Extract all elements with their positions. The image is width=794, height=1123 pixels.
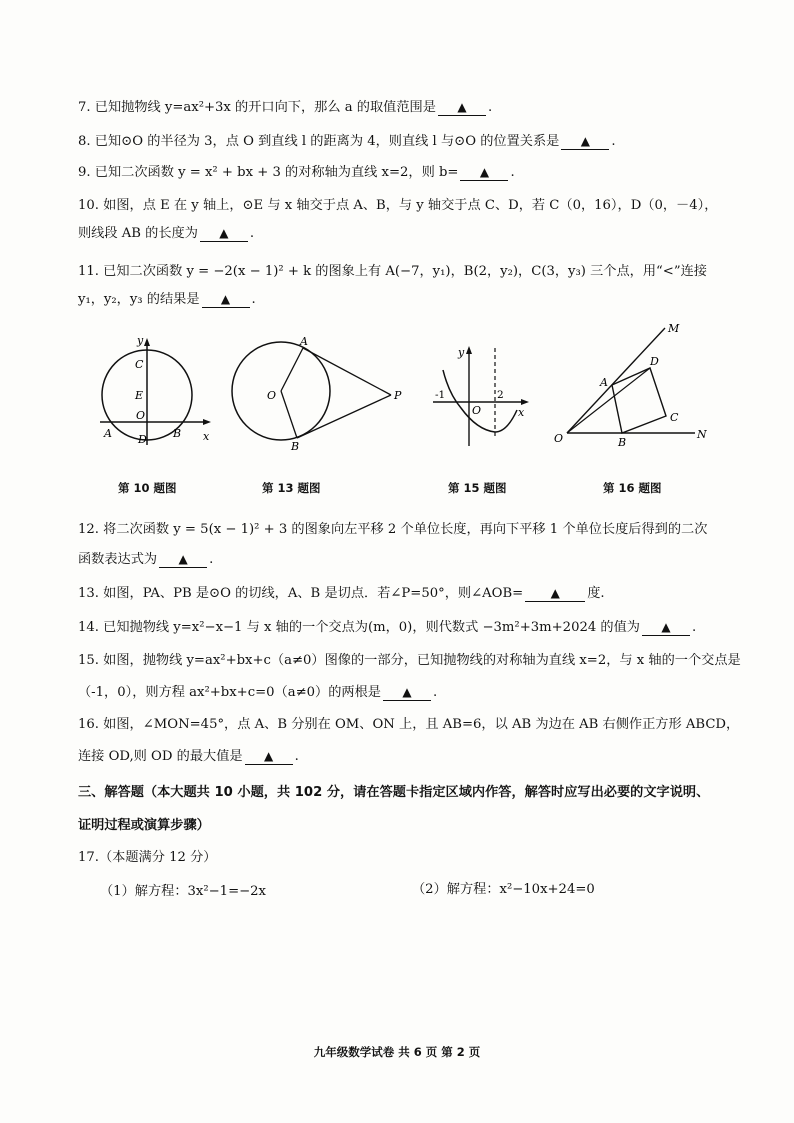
figure-15 <box>425 342 535 450</box>
label-minus-one: -1 <box>435 389 446 401</box>
answer-blank: ▲ <box>245 749 293 765</box>
question-8: 8. 已知⊙O 的半径为 3，点 O 到直线 l 的距离为 4，则直线 l 与⊙O 的位置关系是 ▲ . <box>78 134 616 149</box>
label-o: O <box>136 409 146 422</box>
figure-13 <box>225 335 410 453</box>
tangent-pa <box>303 348 391 395</box>
y-axis-arrow <box>144 338 150 346</box>
parabola-curve <box>443 370 517 432</box>
question-15: 15. 如图，抛物线 y=ax²+bx+c（a≠0）图像的一部分，已知抛物线的对称轴为直线 x=2，与 x 轴的一个交点是 （-1，0），则方程 ax²+bx+c=0（a≠0）的两根是 ▲ . <box>78 653 741 700</box>
question-17-part2: （2）解方程：x²−10x+24=0 <box>412 882 595 897</box>
label-two: 2 <box>497 389 504 401</box>
label-o: O <box>472 404 482 417</box>
question-17-part1: （1）解方程：3x²−1=−2x <box>100 884 266 899</box>
label-x: x <box>203 430 210 443</box>
question-14-text: 14. 已知抛物线 y=x²−x−1 与 x 轴的一个交点为(m，0)，则代数式 −3m²+3m+2024 的值为 <box>78 620 640 635</box>
label-y: y <box>458 346 465 359</box>
x-axis-arrow <box>521 399 529 405</box>
question-16-text: 连接 OD,则 OD 的最大值是 <box>78 749 243 764</box>
answer-blank: ▲ <box>383 685 431 701</box>
label-b: B <box>291 440 300 453</box>
question-16: 16. 如图，∠MON=45°，点 A、B 分别在 OM、ON 上，且 AB=6，以 AB 为边在 AB 右侧作正方形 ABCD， 连接 OD,则 OD 的最大值是 ▲ . <box>78 717 740 764</box>
label-c: C <box>135 358 144 371</box>
question-12: 12. 将二次函数 y = 5(x − 1)² + 3 的图象向左平移 2 个单位长度，再向下平移 1 个单位长度后得到的二次 函数表达式为 ▲ . <box>78 520 728 570</box>
question-13: 13. 如图，PA、PB 是⊙O 的切线，A、B 是切点．若∠P=50°，则∠AOB= ▲ 度. <box>78 586 605 601</box>
answer-blank: ▲ <box>642 620 690 636</box>
segment-oa <box>281 348 303 391</box>
question-11: 11. 已知二次函数 y = −2(x − 1)² + k 的图象上有 A(−7，y₁)，B(2，y₂)，C(3，y₃) 三个点，用“<”连接 y₁，y₂，y₃ 的结果是 ▲ . <box>78 262 728 310</box>
page-footer: 九年级数学试卷 共 6 页 第 2 页 <box>313 1045 481 1059</box>
answer-blank: ▲ <box>159 552 207 568</box>
answer-blank: ▲ <box>200 226 248 242</box>
label-d: D <box>650 355 659 368</box>
question-9: 9. 已知二次函数 y = x² + bx + 3 的对称轴为直线 x=2，则 b= ▲ . <box>78 165 515 180</box>
answer-blank: ▲ <box>525 586 585 602</box>
question-8-text: 8. 已知⊙O 的半径为 3，点 O 到直线 l 的距离为 4，则直线 l 与⊙O 的位置关系是 <box>78 134 560 149</box>
figure-10-caption: 第 10 题图 <box>118 481 177 495</box>
label-x: x <box>518 406 525 419</box>
label-p: P <box>394 389 402 402</box>
answer-blank: ▲ <box>561 134 609 150</box>
question-10-text: 则线段 AB 的长度为 <box>78 226 198 241</box>
y-axis-arrow <box>466 346 472 354</box>
ray-om <box>567 328 665 433</box>
square-abcd <box>612 368 666 433</box>
figure-10 <box>95 330 220 450</box>
question-11-text: y₁，y₂，y₃ 的结果是 <box>78 292 200 307</box>
label-o: O <box>267 389 277 402</box>
question-12-line1: 12. 将二次函数 y = 5(x − 1)² + 3 的图象向左平移 2 个单位长度，再向下平移 1 个单位长度后得到的二次 <box>78 522 708 537</box>
tangent-pb <box>297 395 391 438</box>
segment-od <box>567 368 650 433</box>
question-16-line1: 16. 如图，∠MON=45°，点 A、B 分别在 OM、ON 上，且 AB=6，以 AB 为边在 AB 右侧作正方形 ABCD， <box>78 717 740 732</box>
label-a: A <box>300 335 308 348</box>
question-12-text: 函数表达式为 <box>78 552 158 567</box>
label-a: A <box>104 427 112 440</box>
question-14: 14. 已知抛物线 y=x²−x−1 与 x 轴的一个交点为(m，0)，则代数式 −3m²+3m+2024 的值为 ▲ . <box>78 620 697 635</box>
question-10: 10. 如图，点 E 在 y 轴上，⊙E 与 x 轴交于点 A、B，与 y 轴交于点 C、D，若 C（0，16），D（0，－4）， 则线段 AB 的长度为 ▲ . <box>78 196 728 244</box>
label-y: y <box>137 334 144 347</box>
question-13-text: 13. 如图，PA、PB 是⊙O 的切线，A、B 是切点．若∠P=50°，则∠AOB= <box>78 586 524 601</box>
label-m: M <box>668 322 680 335</box>
question-15-line1: 15. 如图，抛物线 y=ax²+bx+c（a≠0）图像的一部分，已知抛物线的对称轴为直线 x=2，与 x 轴的一个交点是 <box>78 653 741 668</box>
label-b: B <box>173 427 182 440</box>
answer-blank: ▲ <box>438 100 486 116</box>
label-b: B <box>618 436 627 449</box>
label-n: N <box>697 428 707 441</box>
question-11-line1: 11. 已知二次函数 y = −2(x − 1)² + k 的图象上有 A(−7，y₁)，B(2，y₂)，C(3，y₃) 三个点，用“<”连接 <box>78 264 707 279</box>
figure-15-caption: 第 15 题图 <box>448 481 507 495</box>
question-7-text: 7. 已知抛物线 y=ax²+3x 的开口向下，那么 a 的取值范围是 <box>78 100 436 115</box>
label-e: E <box>135 389 144 402</box>
answer-blank: ▲ <box>202 292 250 308</box>
label-o: O <box>554 432 564 445</box>
x-axis-arrow <box>203 419 211 425</box>
segment-ob <box>281 391 297 438</box>
figure-13-caption: 第 13 题图 <box>262 481 321 495</box>
figure-16 <box>550 318 720 448</box>
question-9-text: 9. 已知二次函数 y = x² + bx + 3 的对称轴为直线 x=2，则 b= <box>78 165 459 180</box>
label-a: A <box>600 376 608 389</box>
question-10-line1: 10. 如图，点 E 在 y 轴上，⊙E 与 x 轴交于点 A、B，与 y 轴交于点 C、D，若 C（0，16），D（0，－4）， <box>78 198 718 213</box>
label-d: D <box>138 433 147 446</box>
figure-16-caption: 第 16 题图 <box>603 481 662 495</box>
section-3-heading: 三、解答题（本大题共 10 小题，共 102 分，请在答题卡指定区域内作答，解答时应写出必要的文字说明、 <box>78 785 710 800</box>
answer-blank: ▲ <box>460 165 508 181</box>
label-c: C <box>670 411 679 424</box>
section-3-heading-cont: 证明过程或演算步骤） <box>78 818 210 833</box>
question-15-text: （-1，0），则方程 ax²+bx+c=0（a≠0）的两根是 <box>78 685 381 700</box>
question-7: 7. 已知抛物线 y=ax²+3x 的开口向下，那么 a 的取值范围是 ▲ . <box>78 100 493 115</box>
question-17-title: 17.（本题满分 12 分） <box>78 850 217 865</box>
